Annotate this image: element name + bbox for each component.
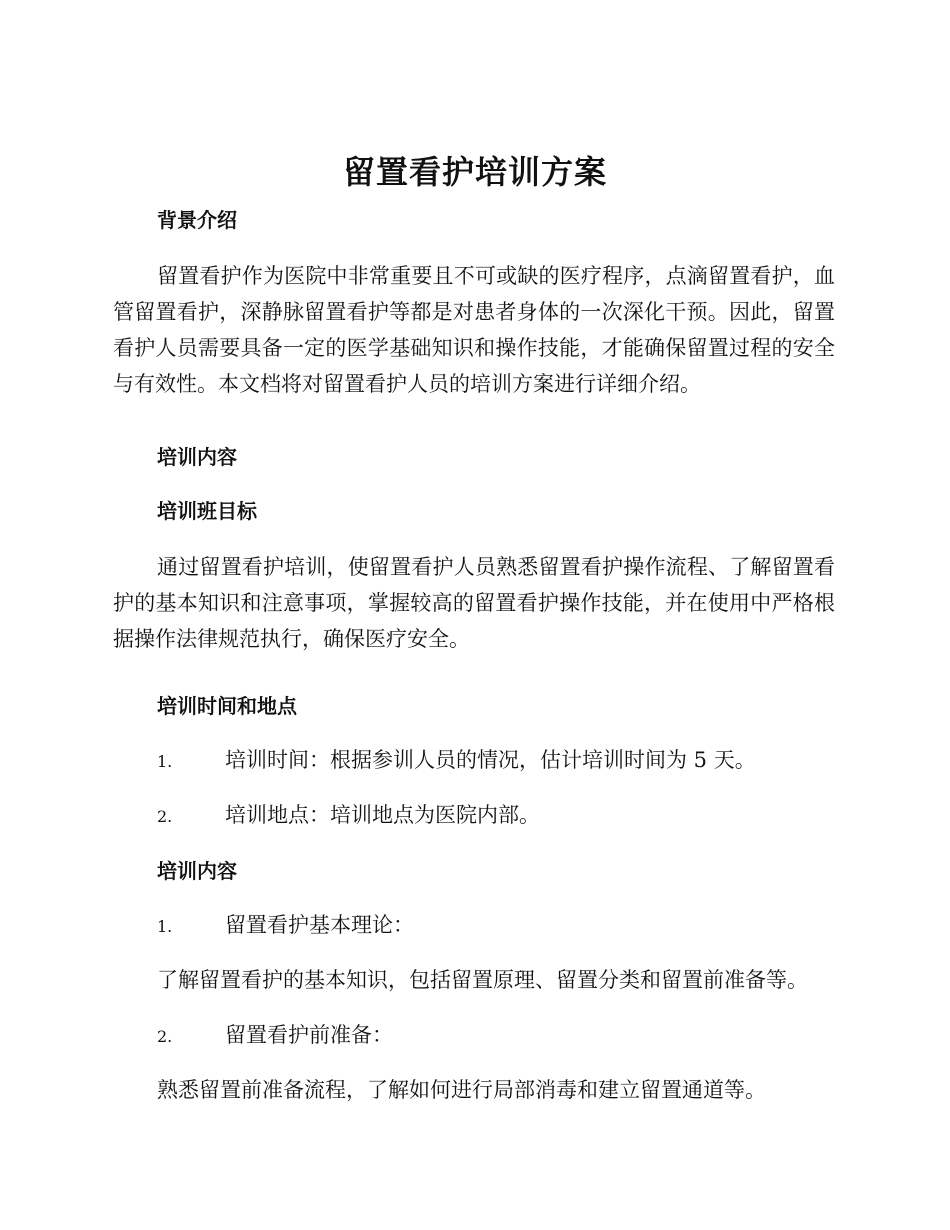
list-text: 培训时间：根据参训人员的情况，估计培训时间为 5 天。 [225, 748, 756, 772]
heading-goals: 培训班目标 [157, 499, 257, 523]
list-text: 留置看护基本理论： [225, 913, 414, 937]
list-item [157, 745, 837, 777]
list-number: 1. [157, 917, 173, 936]
list-item [157, 800, 837, 832]
heading-time-place: 培训时间和地点 [157, 694, 297, 718]
heading-background: 背景介绍 [157, 208, 237, 232]
list-text: 留置看护前准备： [225, 1023, 393, 1047]
list-number: 2. [157, 807, 173, 826]
list-number: 1. [157, 752, 173, 771]
list-text: 培训地点：培训地点为医院内部。 [225, 803, 540, 827]
paragraph-goals: 通过留置看护培训，使留置看护人员熟悉留置看护操作流程、了解留置看护的基本知识和注意事项，掌握较高的留置看护操作技能，并在使用中严格根据操作法律规范执行，确保医疗安全。 [113, 555, 835, 651]
heading-training-content: 培训内容 [157, 445, 237, 469]
page-title: 留置看护培训方案 [342, 153, 607, 191]
paragraph-background: 留置看护作为医院中非常重要且不可或缺的医疗程序，点滴留置看护，血管留置看护，深静脉留置看护等都是对患者身体的一次深化干预。因此，留置看护人员需要具备一定的医学基础知识和操作技能，才能确保留置过程的安全与有效性。本文档将对留置看护人员的培训方案进行详细介绍。 [113, 264, 835, 396]
list-number: 2. [157, 1027, 173, 1046]
list-item [157, 910, 837, 942]
list-item-detail: 熟悉留置前准备流程，了解如何进行局部消毒和建立留置通道等。 [157, 1078, 766, 1102]
heading-content: 培训内容 [157, 859, 237, 883]
list-item-detail: 了解留置看护的基本知识，包括留置原理、留置分类和留置前准备等。 [157, 968, 808, 992]
list-item [157, 1020, 837, 1052]
